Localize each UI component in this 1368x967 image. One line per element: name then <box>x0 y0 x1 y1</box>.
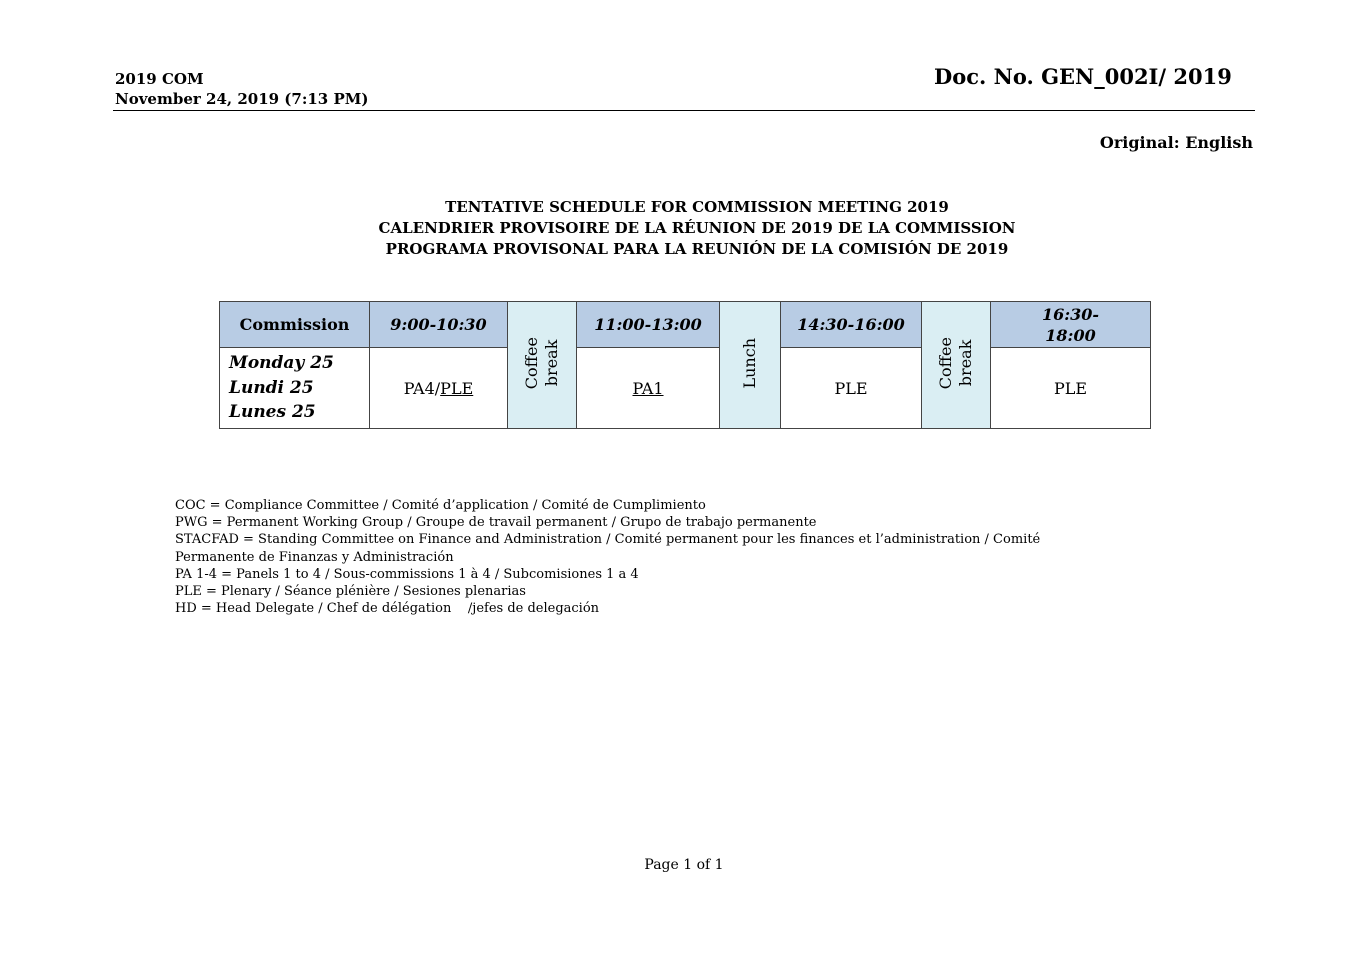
table-header-row <box>220 302 1151 348</box>
day-en: Monday 25 <box>229 353 334 374</box>
lunch-label: Lunch <box>740 337 759 389</box>
session-cell-1 <box>370 348 508 429</box>
schedule-titles <box>0 197 1368 260</box>
table-row-monday <box>220 348 1151 429</box>
session-cell-3: PLE <box>781 348 922 429</box>
lunch-break <box>720 302 781 429</box>
title-es: PROGRAMA PROVISONAL PARA LA REUNIÓN DE LA COMISIÓN DE 2019 <box>385 240 1009 258</box>
header-rule <box>113 110 1255 111</box>
title-fr: CALENDRIER PROVISOIRE DE LA RÉUNION DE 2019 DE LA COMMISSION <box>378 219 1016 237</box>
session-ple-link: PLE <box>440 378 474 398</box>
legend-item: PLE = Plenary / Séance plénière / Sesiones plenarias <box>175 584 526 600</box>
legend-item: STACFAD = Standing Committee on Finance and Administration / Comité permanent pour les finances et l’administration / Comité Permanente de Finanzas y Administración <box>175 532 1041 565</box>
legend-item: PWG = Permanent Working Group / Groupe de travail permanent / Grupo de trabajo permanente <box>175 515 817 531</box>
doc-number: Doc. No. GEN_002I/ 2019 <box>934 64 1232 89</box>
legend-item: PA 1-4 = Panels 1 to 4 / Sous-commissions 1 à 4 / Subcomisiones 1 a 4 <box>175 566 639 582</box>
date-line: November 24, 2019 (7:13 PM) <box>115 90 369 108</box>
session-pa4: PA4/ <box>403 378 441 398</box>
session-cell-2 <box>577 348 720 429</box>
coffee-break-2-label: Coffee break <box>936 336 975 390</box>
day-es: Lunes 25 <box>229 402 316 423</box>
coffee-break-2 <box>922 302 991 429</box>
header-commission: Commission <box>220 302 370 348</box>
org-line: 2019 COM <box>115 70 204 88</box>
header-left <box>115 69 368 109</box>
coffee-break-1-label: Coffee break <box>522 336 561 390</box>
original-language: Original: English <box>1099 133 1253 152</box>
day-fr: Lundi 25 <box>229 377 314 398</box>
header-slot-3: 14:30-16:00 <box>781 302 922 348</box>
slot-4-start: 16:30- <box>1041 304 1100 324</box>
slot-4-end: 18:00 <box>1045 325 1096 345</box>
session-pa1: PA1 <box>632 378 664 398</box>
legend-item: COC = Compliance Committee / Comité d’application / Comité de Cumplimiento <box>175 498 706 513</box>
session-cell-4: PLE <box>991 348 1151 429</box>
header-slot-1: 9:00-10:30 <box>370 302 508 348</box>
header-slot-4 <box>991 302 1151 348</box>
legend-item: HD = Head Delegate / Chef de délégation /jefes de delegación <box>175 601 600 617</box>
page-number: Page 1 of 1 <box>644 857 724 873</box>
abbreviation-legend <box>175 497 1115 617</box>
coffee-break-1 <box>508 302 577 429</box>
header-slot-2: 11:00-13:00 <box>577 302 720 348</box>
schedule-table <box>219 301 1151 429</box>
day-cell <box>220 348 370 429</box>
title-en: TENTATIVE SCHEDULE FOR COMMISSION MEETING 2019 <box>445 198 949 216</box>
